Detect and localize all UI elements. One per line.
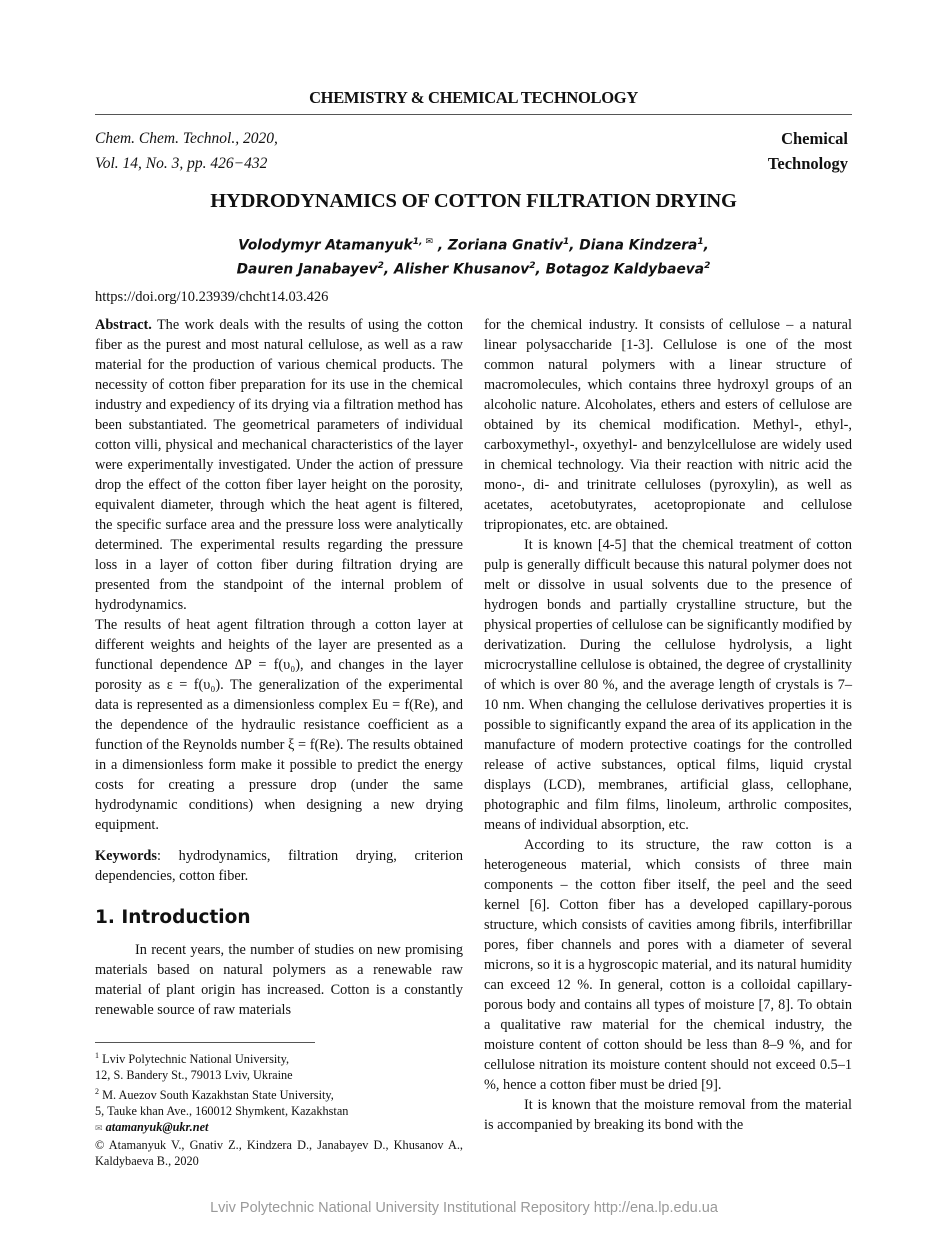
body-paragraph: It is known that the moisture removal from the material is accompanied by breaking its bond with the [484,1097,852,1133]
section-line: Technology [767,154,848,173]
body-paragraph: According to its structure, the raw cotton is a heterogeneous material, which consists of three main components – the cotton fiber itself, the peel and the seed kernel [6]. Cotton fiber has a developed capillary-porous structure, which consists of cavities among fibrils, interfibrillar pores, fiber channels and pores with a diameter of several microns, so it is a hygroscopic material, and its natural humidity can exceed 12 %. In general, cotton is a colloidal capillary-porous body and contains all types of moisture [7, 8]. To obtain a qualitative raw material for the chemical industry, the moisture content of cotton should be less than 8–9 %, and for cellulose nitration its moisture content should not exceed 0.5–1 %, hence a cotton fiber must be dried [9]. [484,837,852,1093]
citation [95,126,278,176]
corresponding-email[interactable]: atamanyuk@ukr.net [105,1120,209,1135]
affiliation-mark: 1 [697,237,704,247]
header-rule [95,114,852,115]
separator: , [703,237,709,254]
affiliation: 12, S. Bandery St., 79013 Lviv, Ukraine [95,1068,293,1083]
affiliation-mark: 2 [529,260,536,271]
abstract-paragraph [95,315,463,615]
affiliation: M. Auezov South Kazakhstan State University, [99,1087,334,1102]
citation-line: Chem. Chem. Technol., 2020, [95,130,278,147]
footnotes [95,1048,463,1169]
left-column [95,315,463,1169]
citation-line: Vol. 14, No. 3, pp. 426−432 [95,155,268,172]
author-line [95,232,852,256]
footnote-rule [95,1042,315,1043]
author: Volodymyr Atamanyuk [238,237,413,254]
section-heading: 1. Introduction [95,907,251,928]
copyright: © Atamanyuk V., Gnativ Z., Kindzera D., Janabayev D., Khusanov A., Kaldybaeva B., 2020 [95,1137,463,1168]
author-list [95,232,852,279]
section-line: Chemical [781,129,848,148]
keywords-label: Keywords [95,848,157,864]
author: Dauren Janabayev [236,261,378,278]
body-paragraph: In recent years, the number of studies on new promising materials based on natural polymers as a renewable raw material of plant origin has increased. Cotton is a constantly renewable source of raw materials [95,942,463,1018]
author-line [95,256,852,280]
author: , Zoriana Gnativ [437,237,563,254]
keywords [95,846,463,886]
doi-link[interactable]: https://doi.org/10.23939/chcht14.03.426 [95,289,329,305]
author: , Diana Kindzera [569,237,698,254]
paper-title: HYDRODYNAMICS OF COTTON FILTRATION DRYING [210,190,737,212]
author: , Botagoz Kaldybaeva [535,261,705,278]
abstract-label: Abstract. [95,317,152,333]
affiliation-mark: 2 [377,260,384,271]
right-column [484,315,852,1135]
author: , Alisher Khusanov [383,261,530,278]
footnote-mark: 1 [95,1051,99,1060]
abstract-paragraph: The results of heat agent filtration through a cotton layer at different weights and heights of the layer are presented as a functional dependence ΔP = f(υ₀), and changes in the layer porosity as ε = f(υ₀). The generalization of the experimental data is represented as a dimensionless complex Eu = f(Re), and the dependence of the hydraulic resistance coefficient as a function of the Reynolds number ξ = f(Re). The results obtained in a dimensionless form make it possible to predict the energy costs for creating a pressure drop (under the same hydrodynamic conditions) when designing a new drying equipment. [95,617,463,833]
abstract-text: The work deals with the results of using the cotton fiber as the purest and most natural cellulose, as well as a raw material for the production of various chemical products. The necessity of cotton fiber preparation for its use in the chemical industry and expediency of its drying via a filtration method has been substantiated. The geometrical parameters of individual cotton villi, physical and mechanical characteristics of the layer were experimentally investigated. Under the action of pressure drop the effect of the cotton fiber layer height on the porosity, equivalent diameter, through which the heat agent is filtered, the specific surface area and the pressure loss were analytically determined. The experimental results regarding the pressure loss in a layer of cotton fiber during filtration drying are presented from the standpoint of the internal problem of hydrodynamics. [95,317,463,613]
affiliation: 5, Tauke khan Ave., 160012 Shymkent, Kazakhstan [95,1104,349,1119]
affiliation: Lviv Polytechnic National University, [99,1052,290,1067]
footnote-mark: 2 [95,1086,99,1096]
affiliation-mark: 1 [562,237,570,247]
body-paragraph: for the chemical industry. It consists of cellulose – a natural linear polysaccharide [1-3]. Cellulose is one of the most common natural polymers with a linear structure of macromolecules, which contains three hydroxyl groups of an alcoholic nature. Alcoholates, ethers and esters of cellulose are obtained by its chemical modification. Methyl-, ethyl-, carboxymethyl-, oxyethyl- and benzylcellulose are widely used in chemical technology. Via their reaction with nitric acid the mono-, di- and trinitrate celluloses (pyroxylin), as well as acetates, acetobutyrates, acetopropionate and cellulose tripropionates, etc. are obtained. [484,317,852,533]
envelope-icon: ✉ [95,1123,103,1134]
journal-name: CHEMISTRY & CHEMICAL TECHNOLOGY [309,88,638,107]
affiliation-mark: 2 [704,260,711,271]
body-paragraph: It is known [4-5] that the chemical treatment of cotton pulp is generally difficult because this natural polymer does not melt or dissolve in usual solvents due to the presence of hydrogen bonds and partially crystalline structure, but the physical properties of cellulose can be significantly modified by derivatization. During the cellulose hydrolysis, a light microcrystalline cellulose is obtained, the degree of crystallinity of which is over 80 %, and the average length of crystals is 7–10 nm. When changing the cellulose derivatives properties it is possible to significantly expand the area of its application in the manufacture of modern protective coatings for the controlled release of active substances, optical films, liquid crystal displays (LCD), membranes, artificial glass, cellophane, photographic and film films, linoleum, arthrolic composites, means of individual absorption, etc. [484,537,852,833]
keywords-text: : hydrodynamics, filtration drying, criterion dependencies, cotton fiber. [95,848,463,884]
section-label [768,126,848,176]
affiliation-mark: 1, ✉ [412,237,434,247]
repository-footer: Lviv Polytechnic National University Institutional Repository http://ena.lp.edu.ua [210,1200,718,1216]
